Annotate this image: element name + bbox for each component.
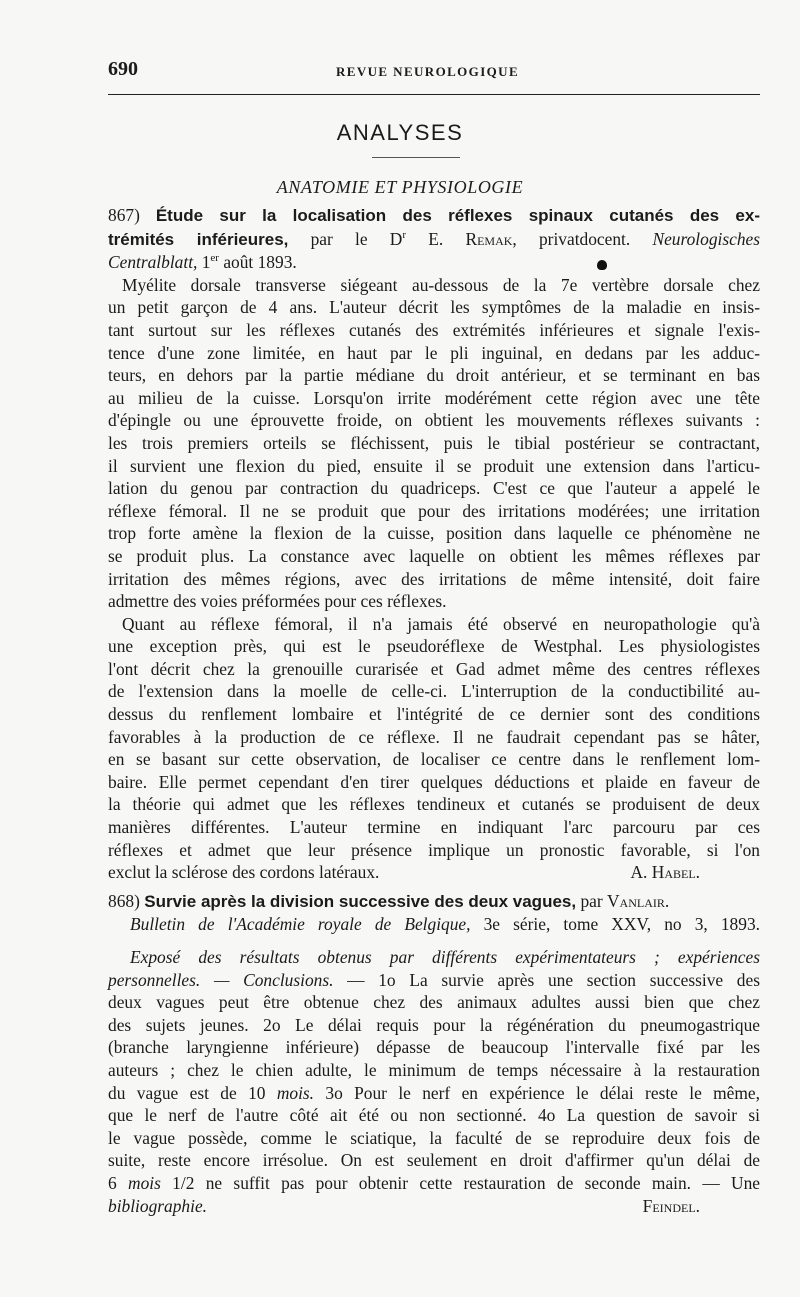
paragraph-1 [108,274,760,613]
article-867 [108,204,760,884]
author-sup: r [402,228,407,241]
last-line: exclut la sclérose des cordons latéraux. [108,862,380,883]
text-line: lation du genou par contraction du quadriceps. C'est ce que l'auteur a appelé le [108,478,760,499]
paragraph-2 [108,613,760,884]
text-line: des sujets jeunes. 2o Le délai requis pour la régénération du pneumogastrique [108,1014,760,1035]
text-line: Exposé des résultats obtenus par différents expérimentateurs ; expériences [130,947,760,967]
author-prefix: par le D [288,228,403,249]
text-line: teurs, en dehors par la partie médiane du droit antérieur, et se terminant en bas [108,365,760,386]
text-line: que le nerf de l'autre côté ait été ou non sectionné. 4o La question de savoir si [108,1105,760,1126]
text-line [108,969,760,992]
signature: A. Habel. [630,862,700,883]
text-line: une exception près, qui est le pseudoréflexe de Westphal. Les physiologistes [108,636,760,657]
article-number: 867) [108,205,140,225]
text-line [108,1195,760,1218]
lead-rest: — 1o La survie après une section successive des [333,969,760,990]
text-line: un petit garçon de 4 ans. L'auteur décrit les symptômes de la maladie en insis- [108,297,760,318]
signature: Feindel. [642,1195,700,1216]
article-title-line [108,890,760,914]
journal-name: Neurologisches [652,228,761,249]
date-rest: août 1893. [218,252,297,273]
text-line: les trois premiers orteils se fléchissent, puis le tibial postérieur se contractant, [108,432,760,453]
article-title: Survie après la division successive des deux vagues, [144,891,577,911]
text-line [108,1082,760,1105]
by-word: par [576,890,607,911]
subsection-title: ANATOMIE ET PHYSIOLOGIE [276,177,524,197]
source-line [108,251,760,274]
text-line: l'ont décrit chez la grenouille curarisée et Gad admet même des centres réflexes [108,658,760,679]
text-part: 1/2 ne suffit pas pour obtenir cette restauration de seconde main. — Une [160,1172,761,1193]
article-title-line [108,228,760,252]
text-italic: mois [128,1172,161,1193]
text-part: du vague est de 10 [108,1082,277,1103]
source-line [108,913,760,936]
article-title-cont: trémités inférieures, [108,229,289,249]
text-line: en se basant sur cette observation, de localiser ce centre dans le renflement lom- [108,749,760,770]
page-number: 690 [108,58,138,80]
title-rule [372,157,460,158]
text-part: 6 [108,1172,129,1193]
author-initial: E. [406,228,466,249]
text-part: 3o Pour le nerf en expérience le délai reste le même, [314,1082,760,1103]
article-868 [108,890,760,1217]
text-line: d'épingle ou une éprouvette froide, on obtient les mouvements réflexes suivants : [108,410,760,431]
text-line [108,1172,760,1195]
article-number: 868) [108,890,140,911]
date-sup: er [210,252,219,265]
text-line: tence d'une zone limitée, en haut par le pli inguinal, en dedans par les adduc- [108,342,760,363]
text-line: baire. Elle permet cependant d'en tirer quelques déductions et plaide en faveur de [108,771,760,792]
text-line: irritation des mêmes régions, avec des irritations de même intensité, doit faire [108,568,760,589]
author-name: Vanlair. [607,890,670,911]
author-name: Remak [465,228,513,249]
text-line: (branche laryngienne inférieure) dépasse de beaucoup l'intervalle fixé par les [108,1037,760,1058]
article-title: Étude sur la localisation des réflexes spinaux cutanés des ex- [155,206,760,225]
text-line [108,861,760,884]
text-line: deux vagues peut être obtenue chez des animaux adultes aussi bien que chez [108,992,760,1013]
text-line: se produit plus. La constance avec laquelle on obtient les mêmes réflexes par [108,545,760,566]
text-line: auteurs ; chez le chien adulte, le minimum de temps nécessaire à la restauration [108,1059,760,1080]
lead-italic: personnelles. — Conclusions. [108,969,334,990]
source-details: 3e série, tome XXV, no 3, 1893. [470,914,760,935]
header-rule [108,94,760,95]
article-title-line [108,204,760,228]
article-body [108,204,760,1217]
text-line: suite, reste encore irrésolue. On est seulement en droit d'affirmer qu'un délai de [108,1150,760,1171]
text-line: le vague possède, comme le sciatique, la faculté de se reproduire deux fois de [108,1127,760,1148]
date-day: 1 [197,252,211,273]
text-line: il survient une flexion du pied, ensuite il se produit une extension dans l'articu- [108,455,760,476]
author-title: , privatdocent. [512,228,653,249]
running-title: REVUE NEUROLOGIQUE [336,64,520,79]
text-line: dessus du renflement lombaire et l'intégrité de ce dernier sont des conditions [108,704,760,725]
journal-name: Bulletin de l'Académie royale de Belgique, [130,914,471,935]
text-italic: mois. [276,1082,315,1103]
bibliography-label: bibliographie. [108,1195,208,1216]
text-line: favorables à la production de ce réflexe. Il ne faudrait cependant pas se hâter, [108,726,760,747]
spacer [108,936,760,946]
text-line: tant surtout sur les réflexes cutanés des extrémités inférieures et signale l'exis- [108,319,760,340]
text-line: la théorie qui admet que les réflexes tendineux et cutanés se produisent de deux [108,794,760,815]
page-header [108,58,760,84]
journal-name-cont: Centralblatt, [108,252,198,273]
text-line: réflexe fémoral. Il ne se produit que pour des irritations modérées; une irritation [108,500,760,521]
text-line: admettre des voies préformées pour ces réflexes. [108,591,447,612]
ink-blot-icon [597,260,607,270]
section-title: ANALYSES [336,120,464,145]
text-line: Myélite dorsale transverse siégeant au-dessous de la 7e vertèbre dorsale chez [122,274,760,295]
text-line: au milieu de la cuisse. Lorsqu'on irrite modérément cette région avec une tête [108,387,760,408]
text-line: manières différentes. L'auteur termine en indiquant l'arc parcouru par ces [108,817,760,838]
text-line: de l'extension dans la moelle de celle-ci. L'interruption de la conductibilité au- [108,681,760,702]
text-line: réflexes et admet que leur présence implique un pronostic favorable, si l'on [108,839,760,860]
text-line: trop forte amène la flexion de la cuisse, position dans laquelle ce phénomène ne [108,523,760,544]
text-line: Quant au réflexe fémoral, il n'a jamais été observé en neuropathologie qu'à [122,613,760,634]
